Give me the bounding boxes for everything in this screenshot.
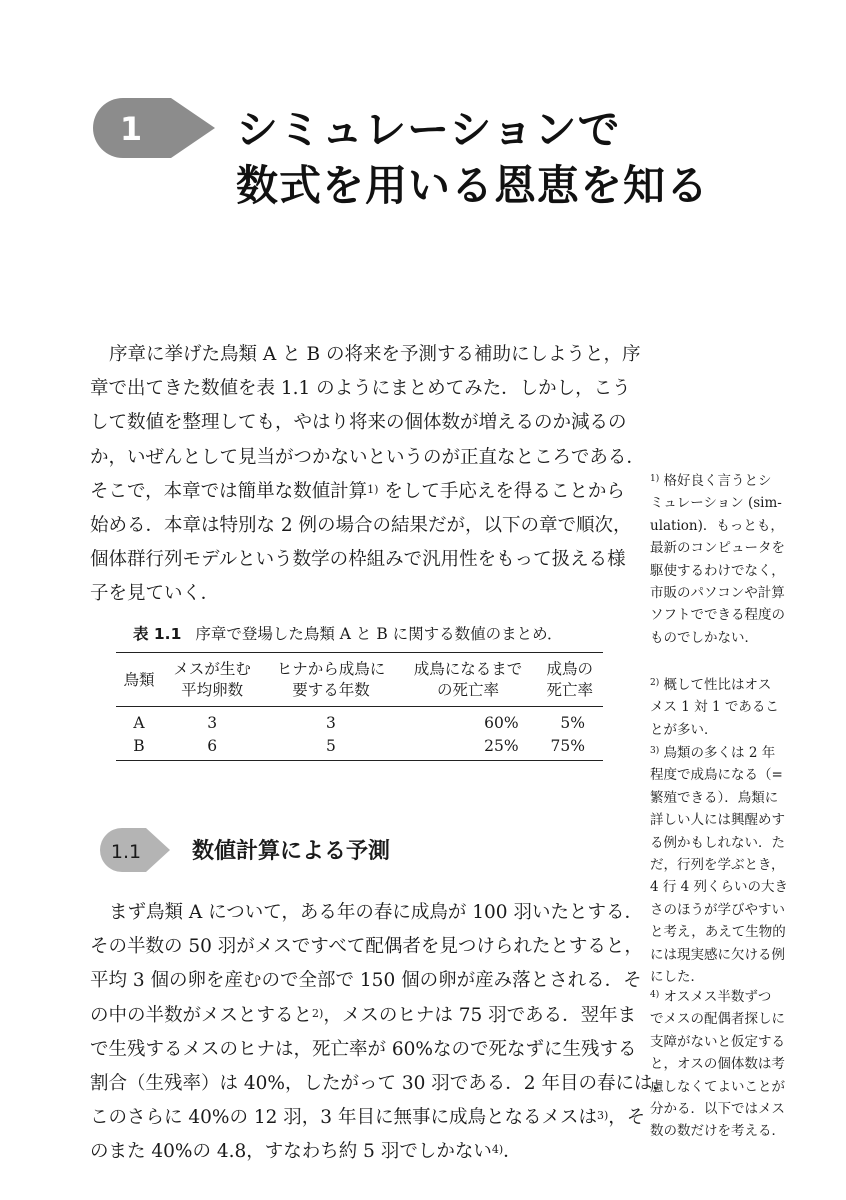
section-number-badge [100,828,170,872]
note-marker: 3) [650,746,660,756]
intro-line: 個体群行列モデルという数学の枠組みで汎用性をもって扱える様 [90,549,626,571]
section-number: 1.1 [110,841,142,863]
table-cell: 5 [326,737,336,755]
intro-text: をして手応えを得ることから [378,480,625,502]
table-header-row [116,653,603,707]
side-note-1: $^{1)}$ 格好良く言うとシ ミュレーション (sim- ulation)．もっとも， 最新のコンピュータを 駆使するわけでなく， 市販のパソコンや計算 ソフトでできる程度の ものでしかない． [650,473,785,646]
table-cell: 25% [484,737,519,755]
chapter-title-line-2: 数式を用いる恩恵を知る [236,161,710,210]
table-cell: 6 [207,737,218,755]
table-cell: 3 [207,714,218,732]
chapter-badge-shape [93,98,215,158]
intro-line: 始める．本章は特別な 2 例の場合の結果だが，以下の章で順次， [90,515,632,537]
table-cell: 60% [484,714,519,732]
note-marker: 1) [650,474,660,484]
chapter-number-badge [93,98,215,158]
intro-paragraph [90,338,645,612]
table-cell: A [133,714,145,732]
table-header-cell: ヒナから成鳥に 要する年数 [262,653,399,707]
section-line: 割合（生残率）は 40%，したがって 30 羽である．2 年目の春には， [90,1073,671,1095]
table-header-cell: 成鳥の 死亡率 [537,653,603,707]
section-line: このさらに 40%の 12 羽，3 年目に無事に成鳥となるメスは$^{3)}$，そ [90,1107,646,1129]
table-header-cell: 鳥類 [116,653,162,707]
table-cell: B [133,737,145,755]
note-marker: 4) [650,990,660,1000]
table-label: 表 1.1 [133,625,182,643]
footnote-ref-1: 1) [367,482,379,496]
table-cell: 3 [326,714,336,732]
section-paragraph [90,896,671,1170]
section-title: 数値計算による予測 [192,839,391,864]
table-cell: 75% [550,737,585,755]
section-line: の中の半数がメスとすると$^{2)}$，メスのヒナは 75 羽である．翌年ま [90,1004,637,1026]
chapter-number: 1 [119,110,143,148]
table-caption-text: 序章で登場した鳥類 A と B に関する数値のまとめ． [195,625,563,643]
intro-line: 章で出てきた数値を表 1.1 のようにまとめてみた．しかし，こう [90,378,631,400]
section-line: のまた 40%の 4.8，すなわち約 5 羽でしかない$^{4)}$． [90,1141,522,1163]
intro-line: して数値を整理しても，やはり将来の個体数が増えるのか減るの [90,412,627,434]
table-caption [133,622,563,644]
note-marker: 2) [650,678,660,688]
section-line: で生残するメスのヒナは，死亡率が 60%なので死なずに生残する [90,1038,637,1060]
section-line: まず鳥類 A について，ある年の春に成鳥が 100 羽いたとする． [109,902,643,923]
table-row [116,735,603,761]
side-note-4: $^{4)}$ オスメス半数ずつ でメスの配偶者探しに 支障がないと仮定する と，オスの個体数は考 慮しなくてよいことが 分かる．以下ではメス 数の数だけを考える． [650,989,785,1140]
side-note-3: $^{3)}$ 鳥類の多くは 2 年 程度で成鳥になる（= 繁殖できる）．鳥類に 詳しい人には興醒めす る例かもしれない．た だ，行列を学ぶとき， 4 行 4 列くらいの大き さのほうが学びやすい と考え，あえて生物的 には現実感に欠ける例 にした． [650,745,789,986]
footnote-ref-2: 2) [312,1006,324,1020]
table-cell: 5% [560,714,585,732]
summary-table [116,652,603,761]
footnote-ref-4: 4) [491,1143,504,1157]
table-row [116,707,603,736]
intro-line: か，いぜんとして見当がつかないというのが正直なところである． [90,446,645,468]
chapter-title [236,102,709,214]
footnote-ref-3: 3) [596,1109,609,1123]
side-note-2: $^{2)}$ 概して性比はオス メス 1 対 1 であるこ とが多い． [650,677,779,738]
intro-line: 子を見ていく． [90,583,220,605]
chapter-title-line-1: シミュレーションで [236,105,621,154]
section-line: その半数の 50 羽がメスですべて配偶者を見つけられたとすると， [90,936,643,958]
section-line: 平均 3 個の卵を産むので全部で 150 個の卵が産み落とされる．そ [90,970,642,992]
table-header-cell: 成鳥になるまで の死亡率 [400,653,537,707]
intro-text: そこで，本章では簡単な数値計算 [90,480,368,502]
table-header-cell: メスが生む 平均卵数 [162,653,263,707]
intro-line: 序章に挙げた鳥類 A と B の将来を予測する補助にしようと，序 [109,344,641,365]
intro-line [90,475,638,509]
